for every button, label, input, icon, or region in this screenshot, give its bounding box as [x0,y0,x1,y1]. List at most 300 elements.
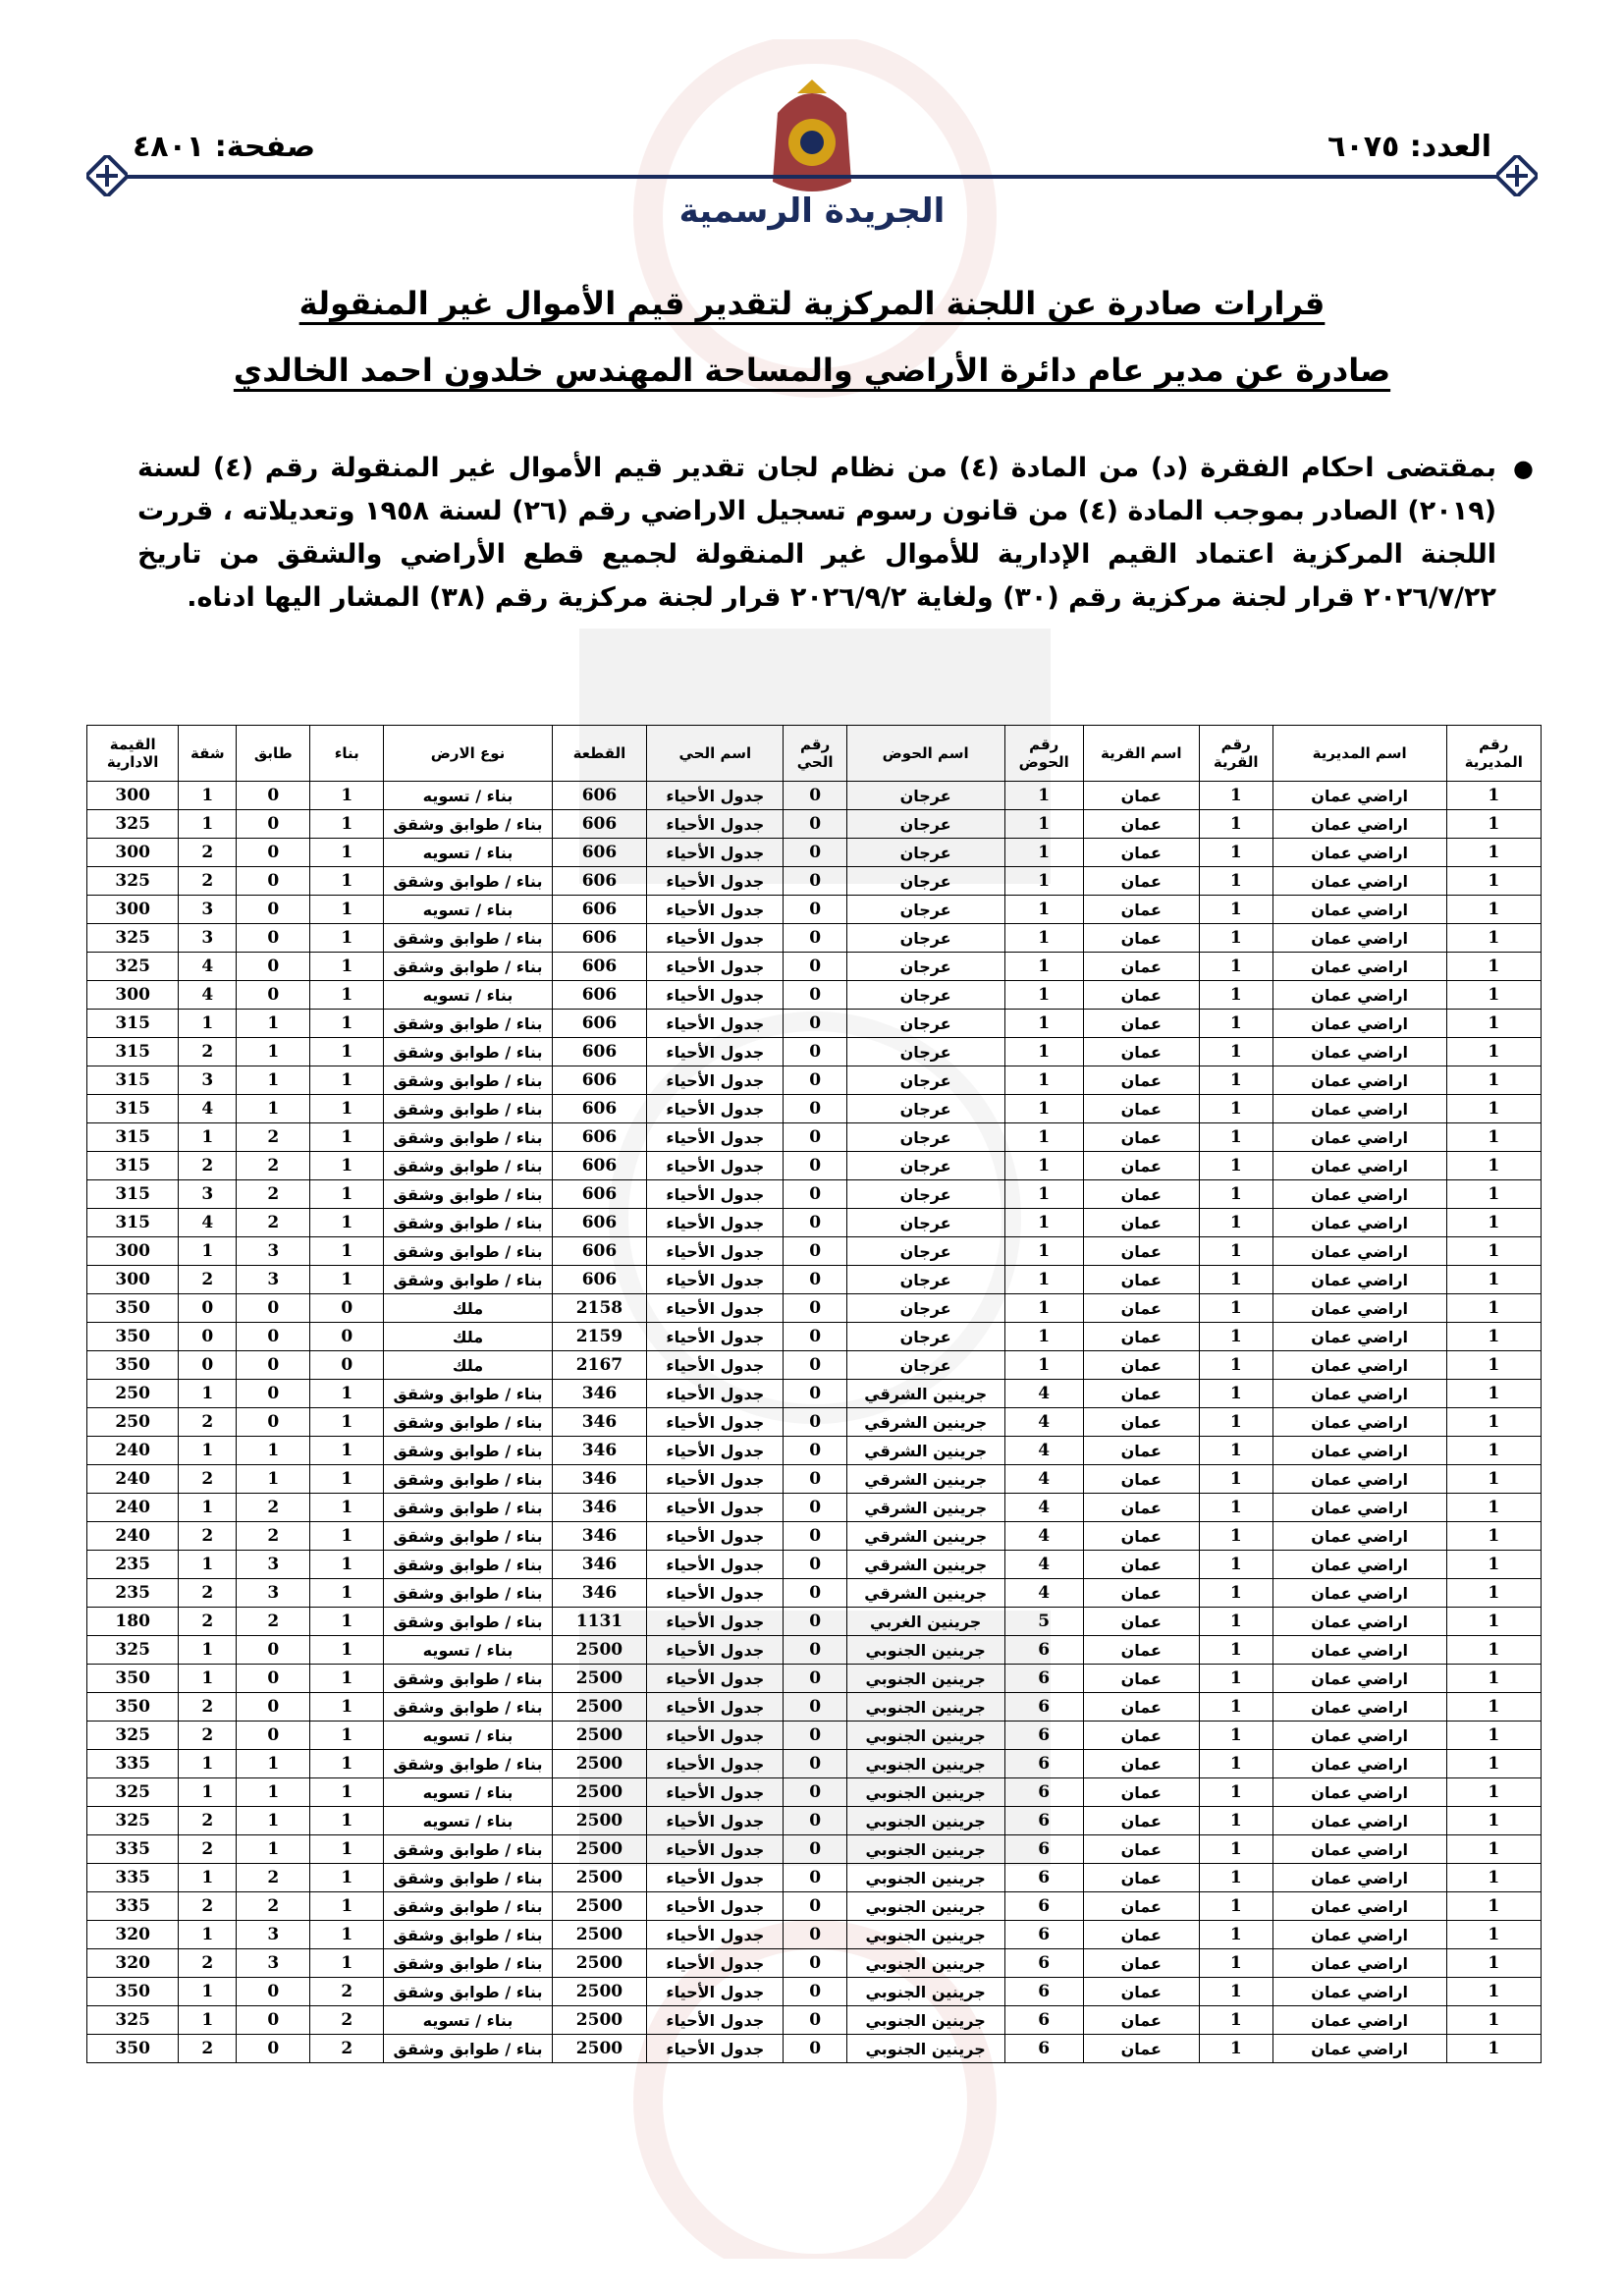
table-cell: جدول الأحياء [647,839,784,867]
table-cell: 1 [1446,981,1541,1010]
table-cell: 335 [87,1892,179,1921]
table-cell: جدول الأحياء [647,1608,784,1636]
table-cell: 1 [1004,1152,1083,1180]
table-cell: بناء / طوابق وشقق [384,1551,552,1579]
table-cell: عمان [1083,1437,1199,1465]
table-cell: اراضي عمان [1272,1408,1446,1437]
table-cell: جرينين الجنوبي [846,1693,1004,1722]
table-cell: 1 [1199,1551,1272,1579]
table-cell: عمان [1083,1294,1199,1323]
table-cell: 2 [179,1522,237,1551]
table-cell: جرينين الجنوبي [846,1722,1004,1750]
table-cell: اراضي عمان [1272,1437,1446,1465]
table-cell: 350 [87,2035,179,2063]
gazette-title: الجريدة الرسمية [678,191,946,231]
table-cell: جدول الأحياء [647,1408,784,1437]
table-cell: 2158 [552,1294,646,1323]
table-cell: 0 [237,782,310,810]
table-cell: بناء / تسويه [384,896,552,924]
table-cell: 0 [784,1294,846,1323]
table-cell: 2 [179,1835,237,1864]
table-cell: 2 [179,1608,237,1636]
table-cell: 606 [552,1123,646,1152]
table-cell: 320 [87,1949,179,1978]
table-cell: 2 [179,867,237,896]
table-cell: 6 [1004,1693,1083,1722]
table-cell: اراضي عمان [1272,1693,1446,1722]
table-cell: اراضي عمان [1272,1465,1446,1494]
table-cell: 6 [1004,1949,1083,1978]
table-cell: عمان [1083,1152,1199,1180]
table-cell: جرينين الجنوبي [846,1864,1004,1892]
table-cell: 315 [87,1066,179,1095]
table-cell: 1 [1446,1778,1541,1807]
table-cell: اراضي عمان [1272,839,1446,867]
table-row [87,1095,1542,1123]
table-cell: عمان [1083,1579,1199,1608]
table-cell: 1 [1004,1095,1083,1123]
table-cell: اراضي عمان [1272,1010,1446,1038]
table-cell: عرجان [846,1323,1004,1351]
table-cell: 346 [552,1437,646,1465]
table-cell: اراضي عمان [1272,2035,1446,2063]
table-cell: عمان [1083,1750,1199,1778]
table-cell: بناء / طوابق وشقق [384,1152,552,1180]
table-cell: 1 [1199,1522,1272,1551]
table-cell: اراضي عمان [1272,810,1446,839]
table-cell: بناء / تسويه [384,2006,552,2035]
table-cell: جدول الأحياء [647,810,784,839]
table-cell: 1 [1199,1038,1272,1066]
table-cell: جدول الأحياء [647,924,784,953]
table-cell: اراضي عمان [1272,1551,1446,1579]
table-cell: 1 [1199,1123,1272,1152]
table-cell: 1 [1446,1892,1541,1921]
table-cell: 180 [87,1608,179,1636]
table-cell: 2 [179,1579,237,1608]
table-cell: 315 [87,1180,179,1209]
table-cell: 1 [1004,896,1083,924]
table-cell: 1 [1199,1494,1272,1522]
table-cell: ملك [384,1294,552,1323]
table-cell: 1 [237,1778,310,1807]
table-cell: اراضي عمان [1272,1095,1446,1123]
table-cell: عرجان [846,953,1004,981]
table-cell: 0 [784,782,846,810]
table-cell: 235 [87,1551,179,1579]
page-number: صفحة: ٤٨٠١ [133,130,316,164]
table-cell: 0 [784,1408,846,1437]
table-cell: اراضي عمان [1272,1949,1446,1978]
table-cell: 0 [784,1152,846,1180]
table-cell: 346 [552,1551,646,1579]
table-cell: 315 [87,1095,179,1123]
table-cell: عرجان [846,1294,1004,1323]
table-cell: اراضي عمان [1272,1892,1446,1921]
table-cell: 2 [179,1892,237,1921]
table-cell: 3 [237,1949,310,1978]
table-cell: بناء / طوابق وشقق [384,1949,552,1978]
table-cell: 2 [237,1864,310,1892]
table-cell: 1 [1446,1608,1541,1636]
table-cell: 0 [310,1323,384,1351]
table-cell: 1 [179,1978,237,2006]
column-header: شقة [179,726,237,782]
table-cell: عمان [1083,1010,1199,1038]
table-cell: 1 [1446,1266,1541,1294]
table-cell: بناء / طوابق وشقق [384,1892,552,1921]
table-cell: 350 [87,1351,179,1380]
table-cell: 606 [552,924,646,953]
table-cell: عرجان [846,867,1004,896]
table-cell: عمان [1083,1066,1199,1095]
table-cell: جرينين الشرقي [846,1380,1004,1408]
table-cell: 1 [179,2006,237,2035]
table-cell: عمان [1083,1408,1199,1437]
table-cell: جدول الأحياء [647,1123,784,1152]
table-cell: 1 [1199,924,1272,953]
table-cell: اراضي عمان [1272,867,1446,896]
table-cell: 1 [1199,782,1272,810]
table-cell: 1 [1199,810,1272,839]
table-cell: 2 [179,1152,237,1180]
table-cell: جدول الأحياء [647,1095,784,1123]
column-header: القطعة [552,726,646,782]
table-cell: 0 [784,1892,846,1921]
table-cell: 4 [1004,1551,1083,1579]
table-cell: جدول الأحياء [647,1807,784,1835]
table-cell: اراضي عمان [1272,1665,1446,1693]
table-row [87,1209,1542,1237]
table-cell: 1 [1004,1066,1083,1095]
column-header: رقم الحي [784,726,846,782]
table-cell: 1 [1199,1237,1272,1266]
table-cell: 1 [237,1038,310,1066]
table-cell: بناء / طوابق وشقق [384,1465,552,1494]
table-cell: 2 [179,1408,237,1437]
table-cell: 1 [1004,981,1083,1010]
table-cell: 1 [1199,1380,1272,1408]
table-row [87,1579,1542,1608]
table-cell: عمان [1083,1978,1199,2006]
table-cell: 320 [87,1921,179,1949]
table-cell: 1 [310,1266,384,1294]
table-cell: جرينين الجنوبي [846,1665,1004,1693]
table-cell: 1 [1004,1010,1083,1038]
table-cell: 1 [1199,1323,1272,1351]
table-cell: اراضي عمان [1272,1038,1446,1066]
table-cell: بناء / طوابق وشقق [384,2035,552,2063]
table-row [87,953,1542,981]
table-cell: 350 [87,1665,179,1693]
table-cell: جرينين الجنوبي [846,2006,1004,2035]
table-cell: جدول الأحياء [647,1380,784,1408]
table-cell: بناء / طوابق وشقق [384,810,552,839]
table-cell: 350 [87,1693,179,1722]
table-cell: 1 [1446,782,1541,810]
table-cell: عمان [1083,896,1199,924]
table-cell: 606 [552,896,646,924]
table-cell: 1 [1199,1351,1272,1380]
table-cell: جدول الأحياء [647,1038,784,1066]
table-cell: 0 [237,924,310,953]
table-cell: 1 [310,1807,384,1835]
table-cell: 1 [1199,1437,1272,1465]
table-cell: 1 [1446,1551,1541,1579]
table-cell: 1 [1004,782,1083,810]
table-cell: 6 [1004,2006,1083,2035]
table-row [87,1750,1542,1778]
table-cell: 0 [784,1864,846,1892]
table-cell: عمان [1083,810,1199,839]
table-cell: 1 [179,1380,237,1408]
table-cell: 0 [784,1323,846,1351]
table-cell: 3 [237,1579,310,1608]
table-cell: 1 [1199,1209,1272,1237]
table-row [87,839,1542,867]
table-row [87,1152,1542,1180]
table-cell: 1 [179,1123,237,1152]
table-cell: 0 [310,1351,384,1380]
table-cell: 1 [179,782,237,810]
table-row [87,1437,1542,1465]
table-cell: 0 [784,1266,846,1294]
table-cell: عمان [1083,867,1199,896]
table-cell: 0 [237,1665,310,1693]
header-rule [128,175,1496,179]
table-cell: 300 [87,1237,179,1266]
table-cell: 6 [1004,1835,1083,1864]
table-cell: جدول الأحياء [647,1522,784,1551]
table-cell: 0 [784,1010,846,1038]
table-cell: 606 [552,1066,646,1095]
table-cell: اراضي عمان [1272,782,1446,810]
table-cell: 1 [1446,1949,1541,1978]
table-cell: 1 [1199,981,1272,1010]
table-cell: 315 [87,1209,179,1237]
table-cell: 6 [1004,1665,1083,1693]
table-row [87,1465,1542,1494]
table-cell: 240 [87,1465,179,1494]
table-cell: 325 [87,1636,179,1665]
table-cell: 1 [1004,839,1083,867]
ornament-knot-icon [86,155,128,196]
table-cell: اراضي عمان [1272,1608,1446,1636]
table-cell: 1 [1199,1892,1272,1921]
table-cell: 0 [784,1579,846,1608]
table-cell: عمان [1083,1665,1199,1693]
table-cell: عرجان [846,981,1004,1010]
table-row [87,1494,1542,1522]
table-row [87,1807,1542,1835]
column-header: اسم الحوض [846,726,1004,782]
table-cell: 1 [1004,1038,1083,1066]
table-cell: 1 [310,1209,384,1237]
table-cell: 2 [237,1123,310,1152]
table-cell: 1 [310,1010,384,1038]
table-cell: عمان [1083,1465,1199,1494]
table-cell: بناء / تسويه [384,1807,552,1835]
table-cell: جرينين الجنوبي [846,1921,1004,1949]
table-cell: جدول الأحياء [647,1665,784,1693]
table-cell: 606 [552,1038,646,1066]
table-header-row [87,726,1542,782]
table-cell: 606 [552,1095,646,1123]
table-cell: 606 [552,953,646,981]
table-cell: عمان [1083,1921,1199,1949]
table-cell: 0 [310,1294,384,1323]
table-cell: 0 [784,896,846,924]
table-cell: بناء / طوابق وشقق [384,1408,552,1437]
table-cell: 325 [87,810,179,839]
table-cell: 6 [1004,1892,1083,1921]
table-cell: اراضي عمان [1272,953,1446,981]
table-cell: جدول الأحياء [647,1237,784,1266]
table-cell: بناء / طوابق وشقق [384,1608,552,1636]
table-cell: 0 [784,839,846,867]
table-cell: بناء / طوابق وشقق [384,1209,552,1237]
table-cell: عمان [1083,1778,1199,1807]
table-cell: 0 [237,1636,310,1665]
table-row [87,924,1542,953]
table-cell: 606 [552,839,646,867]
table-cell: 1 [237,1066,310,1095]
table-cell: بناء / طوابق وشقق [384,1494,552,1522]
table-cell: جدول الأحياء [647,1323,784,1351]
table-row [87,1665,1542,1693]
table-cell: بناء / طوابق وشقق [384,1095,552,1123]
table-cell: 3 [237,1921,310,1949]
table-cell: 0 [237,1693,310,1722]
table-cell: 325 [87,924,179,953]
table-cell: اراضي عمان [1272,1494,1446,1522]
table-cell: 0 [784,953,846,981]
table-cell: 6 [1004,1864,1083,1892]
table-cell: 1 [1446,2006,1541,2035]
table-cell: 2 [179,1949,237,1978]
table-cell: 1 [1446,810,1541,839]
table-cell: اراضي عمان [1272,1266,1446,1294]
table-cell: 1 [1004,953,1083,981]
preamble-paragraph [137,447,1534,620]
table-cell: بناء / طوابق وشقق [384,1038,552,1066]
table-cell: اراضي عمان [1272,2006,1446,2035]
table-cell: اراضي عمان [1272,1722,1446,1750]
table-cell: 0 [784,1978,846,2006]
table-cell: 0 [237,953,310,981]
table-cell: 3 [237,1266,310,1294]
table-cell: عرجان [846,1209,1004,1237]
table-cell: 1 [1199,1778,1272,1807]
table-cell: 1 [1446,1066,1541,1095]
table-cell: عمان [1083,1522,1199,1551]
table-cell: 0 [179,1351,237,1380]
table-cell: عمان [1083,1351,1199,1380]
table-cell: 1 [1446,1237,1541,1266]
table-cell: 1 [1199,1978,1272,2006]
table-cell: 1 [1446,1351,1541,1380]
table-row [87,1010,1542,1038]
table-cell: عمان [1083,1892,1199,1921]
table-cell: 1 [310,1579,384,1608]
table-cell: 0 [784,1522,846,1551]
table-cell: 0 [784,1949,846,1978]
table-row [87,782,1542,810]
table-cell: 1 [310,1123,384,1152]
table-cell: 1 [179,1750,237,1778]
table-cell: 1 [310,1494,384,1522]
table-cell: 0 [237,839,310,867]
table-cell: 325 [87,1722,179,1750]
table-cell: 4 [1004,1579,1083,1608]
table-cell: 2500 [552,1978,646,2006]
table-cell: عمان [1083,1095,1199,1123]
table-cell: 1 [1446,1921,1541,1949]
table-cell: جدول الأحياء [647,1864,784,1892]
table-cell: جدول الأحياء [647,1750,784,1778]
table-cell: عمان [1083,1266,1199,1294]
table-cell: عرجان [846,1010,1004,1038]
table-cell: 350 [87,1978,179,2006]
table-cell: اراضي عمان [1272,1778,1446,1807]
table-cell: 1 [1446,1750,1541,1778]
table-cell: 0 [784,924,846,953]
table-cell: 1 [1199,1722,1272,1750]
table-cell: عمان [1083,2006,1199,2035]
table-cell: ملك [384,1351,552,1380]
table-cell: 2 [179,839,237,867]
table-cell: 4 [1004,1522,1083,1551]
table-cell: 1 [179,1010,237,1038]
table-cell: عمان [1083,839,1199,867]
table-cell: عرجان [846,782,1004,810]
table-cell: 300 [87,839,179,867]
table-cell: 3 [179,1180,237,1209]
table-cell: اراضي عمان [1272,1807,1446,1835]
table-cell: 1 [1446,1180,1541,1209]
table-cell: 1 [179,1665,237,1693]
table-cell: 0 [784,1380,846,1408]
table-cell: 1 [310,839,384,867]
table-cell: جدول الأحياء [647,1636,784,1665]
table-cell: 0 [784,1665,846,1693]
table-cell: 1 [310,953,384,981]
table-cell: 346 [552,1522,646,1551]
table-cell: 2 [237,1209,310,1237]
table-cell: 315 [87,1152,179,1180]
table-cell: 1 [310,1038,384,1066]
table-cell: 1 [1446,1209,1541,1237]
table-cell: 1 [1004,810,1083,839]
table-cell: عمان [1083,953,1199,981]
table-cell: 4 [1004,1437,1083,1465]
issuer-title: صادرة عن مدير عام دائرة الأراضي والمساحة المهندس خلدون احمد الخالدي [233,352,1391,389]
table-cell: اراضي عمان [1272,1066,1446,1095]
table-cell: عرجان [846,924,1004,953]
table-cell: 2500 [552,1722,646,1750]
table-cell: جدول الأحياء [647,1921,784,1949]
table-cell: 1 [310,896,384,924]
table-cell: 0 [784,1807,846,1835]
table-row [87,1693,1542,1722]
table-cell: 1 [310,1380,384,1408]
table-cell: 4 [179,1095,237,1123]
table-cell: 1 [310,782,384,810]
decision-title: قرارات صادرة عن اللجنة المركزية لتقدير قيم الأموال غير المنقولة [298,285,1326,322]
table-cell: 1 [1446,867,1541,896]
column-header: اسم القرية [1083,726,1199,782]
table-cell: عرجان [846,1123,1004,1152]
